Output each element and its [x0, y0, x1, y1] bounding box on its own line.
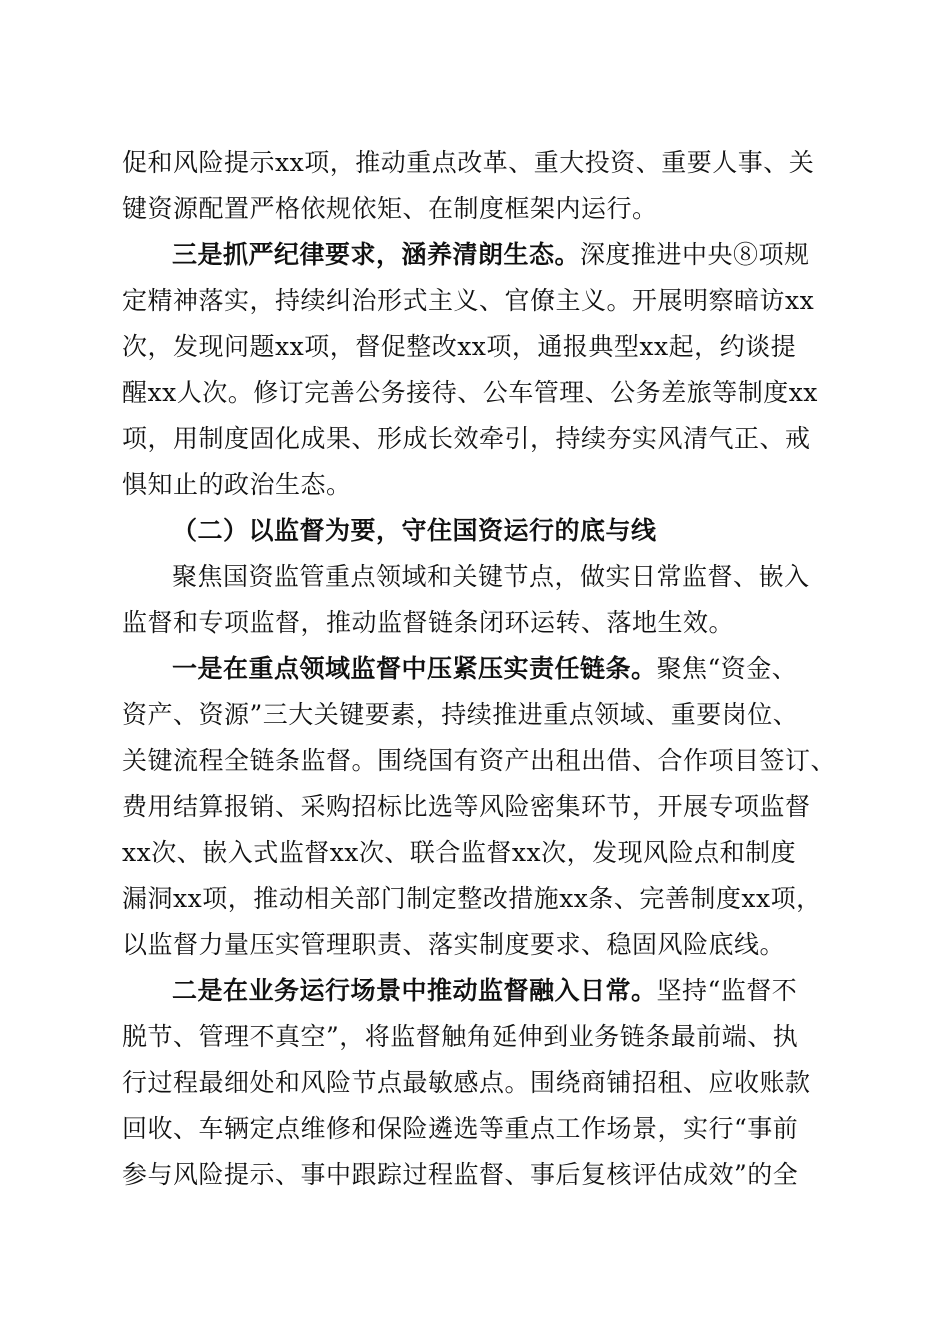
paragraph-text: 深度推进中央⑧项规 — [580, 240, 810, 269]
paragraph-lead: 二是在业务运行场景中推动监督融入日常。 — [172, 976, 657, 1005]
text-line: 脱节、管理不真空”，将监督触角延伸到业务链条最前端、执 — [122, 1022, 799, 1051]
paragraph-first-line — [122, 232, 830, 278]
text-line: 键资源配置严格依规依矩、在制度框架内运行。 — [122, 194, 658, 223]
text-line: 定精神落实，持续纠治形式主义、官僚主义。开展明察暗访xx — [122, 286, 815, 315]
text-line: xx次、嵌入式监督xx次、联合监督xx次，发现风险点和制度 — [122, 838, 797, 867]
text-line: 以监督力量压实管理职责、落实制度要求、稳固风险底线。 — [122, 930, 786, 959]
paragraph-lead: 三是抓严纪律要求，涵养清朗生态。 — [172, 240, 581, 269]
text-line: 行过程最细处和风险节点最敏感点。围绕商铺招租、应收账款 — [122, 1068, 811, 1097]
text-line: 资产、资源”三大关键要素，持续推进重点领域、重要岗位、 — [122, 700, 799, 729]
paragraph-first-line — [122, 968, 830, 1014]
paragraph-first-line: 聚焦国资监管重点领域和关键节点，做实日常监督、嵌入 — [172, 562, 810, 591]
body-text — [122, 140, 837, 1198]
paragraph-first-line — [122, 646, 830, 692]
paragraph-lead: 一是在重点领域监督中压紧压实责任链条。 — [172, 654, 657, 683]
paragraph-text: 聚焦“资金、 — [656, 654, 798, 683]
section-heading: （二）以监督为要，守住国资运行的底与线 — [172, 516, 657, 545]
paragraph-text: 坚持“监督不 — [656, 976, 798, 1005]
text-line: 监督和专项监督，推动监督链条闭环运转、落地生效。 — [122, 608, 735, 637]
text-line: 醒xx人次。修订完善公务接待、公车管理、公务差旅等制度xx — [122, 378, 818, 407]
text-line: 关键流程全链条监督。围绕国有资产出租出借、合作项目签订、 — [122, 746, 837, 775]
text-line: 漏洞xx项，推动相关部门制定整改措施xx条、完善制度xx项， — [122, 884, 822, 913]
text-line: 回收、车辆定点维修和保险遴选等重点工作场景，实行“事前 — [122, 1114, 799, 1143]
text-line: 项，用制度固化成果、形成长效牵引，持续夯实风清气正、戒 — [122, 424, 811, 453]
text-line: 惧知止的政治生态。 — [122, 470, 352, 499]
text-line: 费用结算报销、采购招标比选等风险密集环节，开展专项监督 — [122, 792, 811, 821]
text-line: 促和风险提示xx项，推动重点改革、重大投资、重要人事、关 — [122, 148, 815, 177]
text-line: 次，发现问题xx项，督促整改xx项，通报典型xx起，约谈提 — [122, 332, 797, 361]
text-line: 参与风险提示、事中跟踪过程监督、事后复核评估成效”的全 — [122, 1160, 799, 1189]
